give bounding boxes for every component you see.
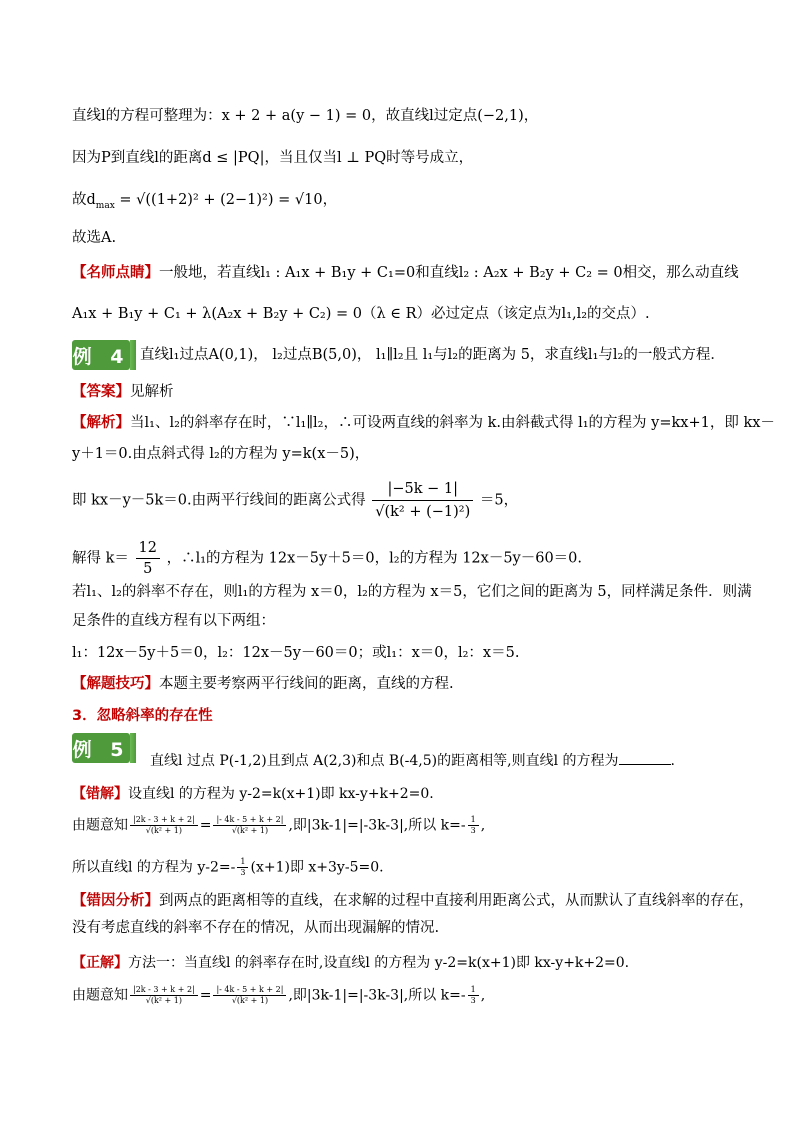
- text-line: 由题意知 $\frac{|2k - 3 + k + 2|}{\text{√(k² + 1)}}$ = $\frac{|- 4k - 5 + k + 2|}{\text{√(k² + 1)}}$ ,即|3k-1|=|-3k-3|,所以 k=- $\frac{1}{3}$ ,: [72, 985, 486, 1005]
- text-line: 直线l的方程可整理为：x + 2 + a(y − 1) = 0，故直线l过定点(−2,1)，: [72, 108, 539, 124]
- text-line: 足条件的直线方程有以下两组：: [72, 613, 275, 629]
- text-line: 【答案】见解析: [72, 383, 174, 400]
- tip-tag: 【名师点睛】: [72, 264, 159, 281]
- example-text: 直线l₁过点A(0,1)， l₂过点B(5,0)， l₁∥l₂且 l₁与l₂的距离为 5，求直线l₁与l₂的一般式方程．: [140, 347, 725, 363]
- fraction: $\frac{1}{3}$: [468, 815, 479, 836]
- section-heading: 3．忽略斜率的存在性: [72, 708, 213, 724]
- text-line: 【名师点睛】一般地，若直线l₁ : A₁x + B₁y + C₁=0和直线l₂ : A₂x + B₂y + C₂ = 0相交，那么动直线: [72, 264, 739, 281]
- text-line: 【解析】当l₁、l₂的斜率存在时，∵l₁∥l₂，∴可设两直线的斜率为 k.由斜截式得 l₁的方程为 y=kx+1，即 kx－: [72, 414, 775, 431]
- fraction: $\frac{1}{3}$: [468, 985, 479, 1006]
- text-line: 【正解】方法一：当直线l 的斜率存在时,设直线l 的方程为 y-2=k(x+1)即 kx-y+k+2=0.: [72, 955, 630, 971]
- fraction: $\frac{|- 4k - 5 + k + 2|}{\text{√(k² + 1)}}$: [213, 815, 286, 836]
- fraction: $\frac{1}{3}$: [237, 857, 248, 878]
- text-line: 即 kx－y－5k＝0.由两平行线间的距离公式得 $\frac{|-5k - 1|}{\text{√(k² + (−1)²)}}$ ＝5，: [72, 478, 518, 523]
- text-line: 【错解】设直线l 的方程为 y-2=k(x+1)即 kx-y+k+2=0.: [72, 786, 434, 802]
- text-line: 若l₁、l₂的斜率不存在，则l₁的方程为 x＝0，l₂的方程为 x＝5，它们之间的距离为 5，同样满足条件．则满: [72, 584, 752, 600]
- text-line: 解得 k＝ $\frac{12}{5}$ ，∴l₁的方程为 12x－5y＋5＝0，l₂的方程为 12x－5y－60＝0.: [72, 540, 583, 577]
- text-line: 没有考虑直线的斜率不存在的情况，从而出现漏解的情况.: [72, 920, 440, 936]
- text-line: 由题意知 $\frac{|2k - 3 + k + 2|}{\text{√(k² + 1)}}$ = $\frac{|- 4k - 5 + k + 2|}{\text{√(k² + 1)}}$ ,即|3k-1|=|-3k-3|,所以 k=- $\frac{1}{3}$ ,: [72, 815, 486, 835]
- example-text: 直线l 过点 P(-1,2)且到点 A(2,3)和点 B(-4,5)的距离相等,则直线l 的方程为 .: [150, 753, 675, 769]
- text-line: 【解题技巧】本题主要考察两平行线间的距离，直线的方程.: [72, 675, 454, 692]
- text-line: 所以直线l 的方程为 y-2=- $\frac{1}{3}$ (x+1)即 x+3y-5=0.: [72, 857, 384, 877]
- text-line: y＋1＝0.由点斜式得 l₂的方程为 y=k(x－5)，: [72, 446, 370, 462]
- example-badge: 例 4: [72, 340, 130, 370]
- example-badge: 例 5: [72, 733, 130, 763]
- fraction: $\frac{|2k - 3 + k + 2|}{\text{√(k² + 1)}}$: [130, 815, 198, 836]
- text-line: 【错因分析】到两点的距离相等的直线，在求解的过程中直接利用距离公式，从而默认了直线斜率的存在，: [72, 892, 754, 909]
- text-line: 因为P到直线l的距离d ≤ |PQ|，当且仅当l ⊥ PQ时等号成立，: [72, 150, 474, 166]
- text-line: l₁：12x－5y＋5＝0，l₂：12x－5y－60＝0；或l₁：x＝0，l₂：x＝5.: [72, 645, 520, 661]
- text-line: 故$d_{max} = √((1+2)^2 + (2-1)^2) = √10$，: [72, 192, 338, 211]
- answer-blank: [619, 752, 671, 765]
- fraction: $\frac{|- 4k - 5 + k + 2|}{\text{√(k² + 1)}}$: [213, 985, 286, 1006]
- fraction: $\frac{|2k - 3 + k + 2|}{\text{√(k² + 1)}}$: [130, 985, 198, 1006]
- distance-fraction: $\frac{|-5k - 1|}{\text{√(k² + (−1)²)}}$: [372, 478, 473, 523]
- text-line: 故选A.: [72, 230, 117, 246]
- text-line: A₁x + B₁y + C₁ + λ(A₂x + B₂y + C₂) = 0（λ ∈ R）必过定点（该定点为l₁,l₂的交点）.: [72, 306, 650, 322]
- k-fraction: $\frac{12}{5}$: [136, 538, 160, 579]
